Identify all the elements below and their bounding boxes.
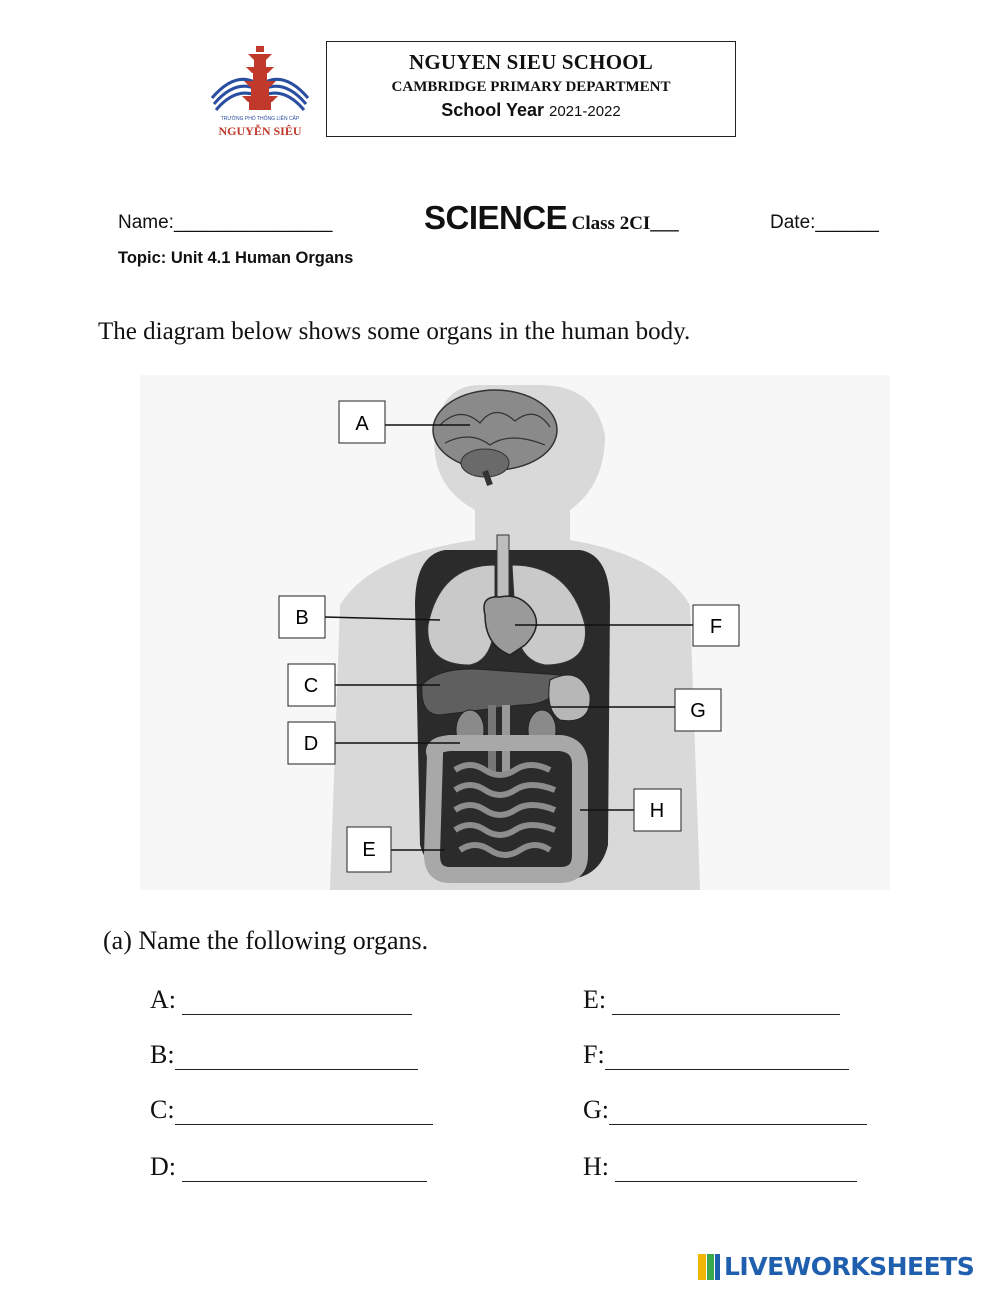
school-year (327, 100, 735, 121)
label-box-g (675, 689, 721, 731)
label-box-b (279, 596, 325, 638)
school-year-label: School Year (441, 100, 544, 120)
answer-b[interactable] (150, 1040, 418, 1070)
answer-g[interactable] (583, 1095, 867, 1125)
svg-text:A: A (355, 413, 369, 435)
answer-blank[interactable] (182, 1161, 427, 1182)
answer-blank[interactable] (175, 1104, 433, 1125)
date-field[interactable]: Date:______ (770, 212, 879, 233)
body-organs-illustration (140, 375, 890, 890)
svg-text:TRƯỜNG PHỔ THÔNG LIÊN CẤP: TRƯỜNG PHỔ THÔNG LIÊN CẤP (220, 116, 300, 122)
class-field[interactable]: Class 2CI___ (571, 213, 679, 234)
liveworksheets-logo-icon (698, 1254, 720, 1280)
answer-c[interactable] (150, 1095, 433, 1125)
brand-name: LIVEWORKSHEETS (724, 1252, 975, 1281)
school-name: NGUYEN SIEU SCHOOL (409, 50, 653, 74)
answer-label: B: (150, 1040, 175, 1069)
svg-text:E: E (362, 839, 376, 861)
label-box-a (339, 401, 385, 443)
intro-text: The diagram below shows some organs in the human body. (98, 318, 691, 345)
svg-text:D: D (303, 733, 319, 755)
trachea (497, 535, 509, 605)
label-box-f (693, 605, 739, 646)
human-organs-diagram (140, 375, 890, 890)
school-header-box (326, 41, 736, 137)
answer-d[interactable] (150, 1152, 427, 1182)
subject-heading (424, 199, 679, 237)
svg-text:NGUYỄN SIÊU: NGUYỄN SIÊU (218, 124, 302, 138)
answer-h[interactable] (583, 1152, 857, 1182)
subject-title: SCIENCE (424, 199, 568, 236)
answer-label: D: (150, 1152, 176, 1181)
liveworksheets-brand[interactable] (698, 1252, 974, 1281)
svg-text:G: G (690, 700, 706, 722)
question-title: (a) Name the following organs. (103, 926, 429, 955)
label-box-h (634, 789, 681, 831)
department-name: CAMBRIDGE PRIMARY DEPARTMENT (391, 79, 671, 95)
answer-blank[interactable] (175, 1049, 418, 1070)
answer-label: H: (583, 1152, 609, 1181)
answer-blank[interactable] (612, 994, 840, 1015)
answer-label: E: (583, 985, 607, 1014)
school-year-value: 2021-2022 (549, 103, 621, 120)
answer-label: G: (583, 1095, 609, 1124)
answer-label: C: (150, 1095, 175, 1124)
pagoda-logo-icon (208, 40, 312, 140)
answer-blank[interactable] (605, 1049, 849, 1070)
label-box-c (288, 664, 335, 706)
answer-label: A: (150, 985, 176, 1014)
label-box-e (347, 827, 391, 872)
school-logo (208, 40, 312, 140)
answer-blank[interactable] (609, 1104, 867, 1125)
svg-text:H: H (649, 800, 665, 822)
svg-text:F: F (709, 616, 723, 638)
answer-e[interactable] (583, 985, 840, 1015)
svg-text:B: B (295, 607, 309, 629)
answer-a[interactable] (150, 985, 412, 1015)
answer-f[interactable] (583, 1040, 849, 1070)
name-field[interactable]: Name:_______________ (118, 212, 333, 233)
answer-blank[interactable] (615, 1161, 857, 1182)
answer-label: F: (583, 1040, 605, 1069)
svg-text:C: C (303, 675, 319, 697)
label-box-d (288, 722, 335, 764)
answer-blank[interactable] (182, 994, 412, 1015)
topic-label: Topic: Unit 4.1 Human Organs (118, 249, 354, 267)
